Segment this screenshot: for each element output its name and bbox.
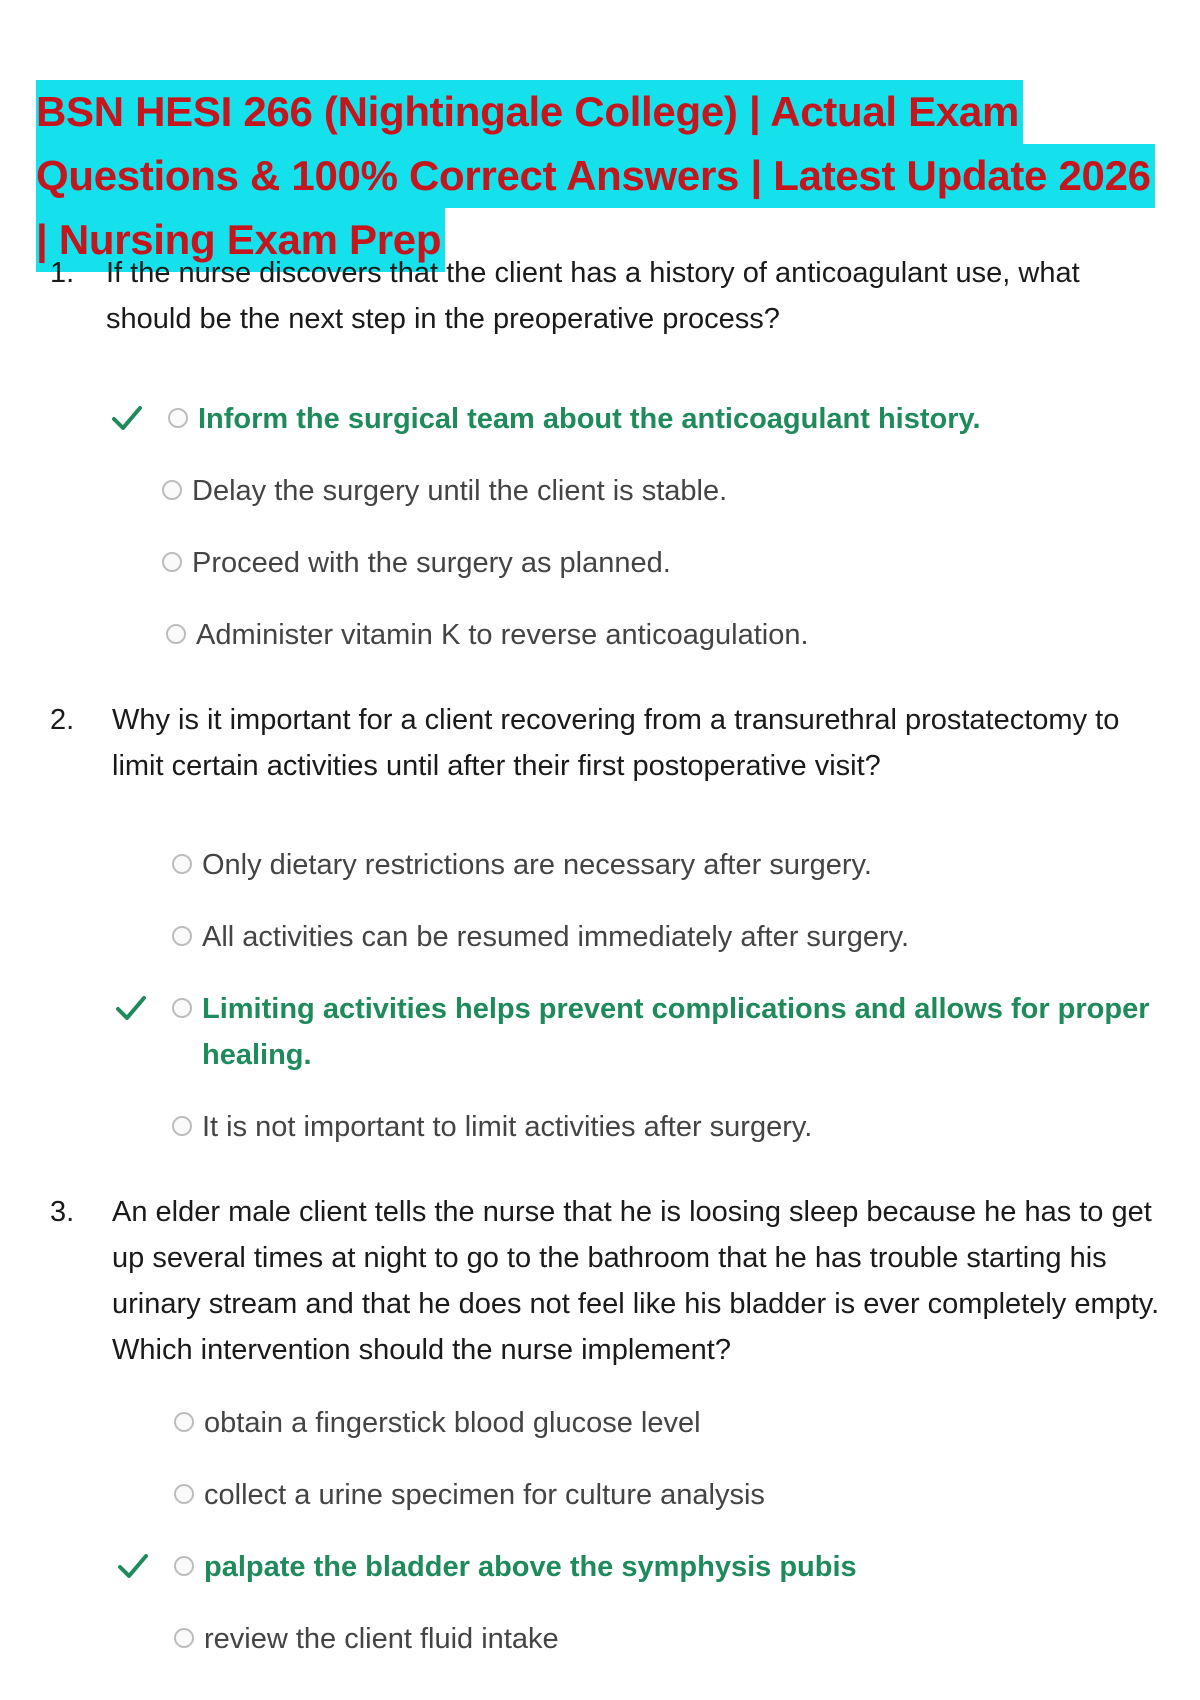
document-title <box>36 80 1176 272</box>
q1-option-1[interactable] <box>110 396 1110 442</box>
option-text: Only dietary restrictions are necessary after surgery. <box>202 849 872 881</box>
option-text: It is not important to limit activities after surgery. <box>202 1111 813 1143</box>
option-text: All activities can be resumed immediately after surgery. <box>202 921 910 953</box>
q2-option-4[interactable] <box>114 1104 1114 1150</box>
radio-button-icon[interactable] <box>174 1628 194 1648</box>
option-text: Administer vitamin K to reverse anticoagulation. <box>196 619 809 651</box>
q3-option-1[interactable] <box>116 1400 1116 1446</box>
radio-button-icon[interactable] <box>168 408 188 428</box>
question-text: An elder male client tells the nurse that he is loosing sleep because he has to get up several times at night to go to the bathroom that he has trouble starting his urinary stream and that he does not feel like his bladder is ever completely empty. Which intervention should the nurse implement? <box>112 1196 1160 1366</box>
q1-option-3[interactable] <box>104 540 1104 586</box>
option-text: review the client fluid intake <box>204 1623 559 1655</box>
q1-option-2[interactable] <box>104 468 1104 514</box>
radio-button-icon[interactable] <box>174 1484 194 1504</box>
option-text: obtain a fingerstick blood glucose level <box>204 1407 701 1439</box>
option-text: Inform the surgical team about the anticoagulant history. <box>198 403 981 435</box>
option-text: collect a urine specimen for culture analysis <box>204 1479 765 1511</box>
option-text: Proceed with the surgery as planned. <box>192 547 671 579</box>
question-text: If the nurse discovers that the client has a history of anticoagulant use, what should be the next step in the preoperative process? <box>106 257 1080 335</box>
title-line-3: | Nursing Exam Prep <box>36 208 445 272</box>
q2-option-2[interactable] <box>114 914 1114 960</box>
radio-button-icon[interactable] <box>174 1412 194 1432</box>
check-mark-icon <box>110 402 144 436</box>
option-text: palpate the bladder above the symphysis pubis <box>204 1551 857 1583</box>
q3-option-2[interactable] <box>116 1472 1116 1518</box>
option-text: Limiting activities helps prevent complications and allows for proper healing. <box>202 993 1150 1071</box>
q2-option-1[interactable] <box>114 842 1114 888</box>
radio-button-icon[interactable] <box>172 998 192 1018</box>
question-text: Why is it important for a client recovering from a transurethral prostatectomy to limit certain activities until after their first postoperative visit? <box>112 704 1120 782</box>
title-line-1: BSN HESI 266 (Nightingale College) | Actual Exam <box>36 80 1023 144</box>
radio-button-icon[interactable] <box>162 552 182 572</box>
title-line-2: Questions & 100% Correct Answers | Latest Update 2026 <box>36 144 1155 208</box>
radio-button-icon[interactable] <box>174 1556 194 1576</box>
radio-button-icon[interactable] <box>166 624 186 644</box>
question-number: 3. <box>50 1196 75 1228</box>
question-number: 1. <box>50 257 75 289</box>
radio-button-icon[interactable] <box>172 1116 192 1136</box>
q1-option-4[interactable] <box>108 612 1108 658</box>
option-text: Delay the surgery until the client is stable. <box>192 475 728 507</box>
question-number: 2. <box>50 704 75 736</box>
radio-button-icon[interactable] <box>172 926 192 946</box>
q3-option-3[interactable] <box>116 1544 1116 1590</box>
q2-option-3[interactable] <box>114 986 1164 1078</box>
check-mark-icon <box>116 1550 150 1584</box>
radio-button-icon[interactable] <box>172 854 192 874</box>
check-mark-icon <box>114 992 148 1026</box>
radio-button-icon[interactable] <box>162 480 182 500</box>
q3-option-4[interactable] <box>116 1616 1116 1662</box>
